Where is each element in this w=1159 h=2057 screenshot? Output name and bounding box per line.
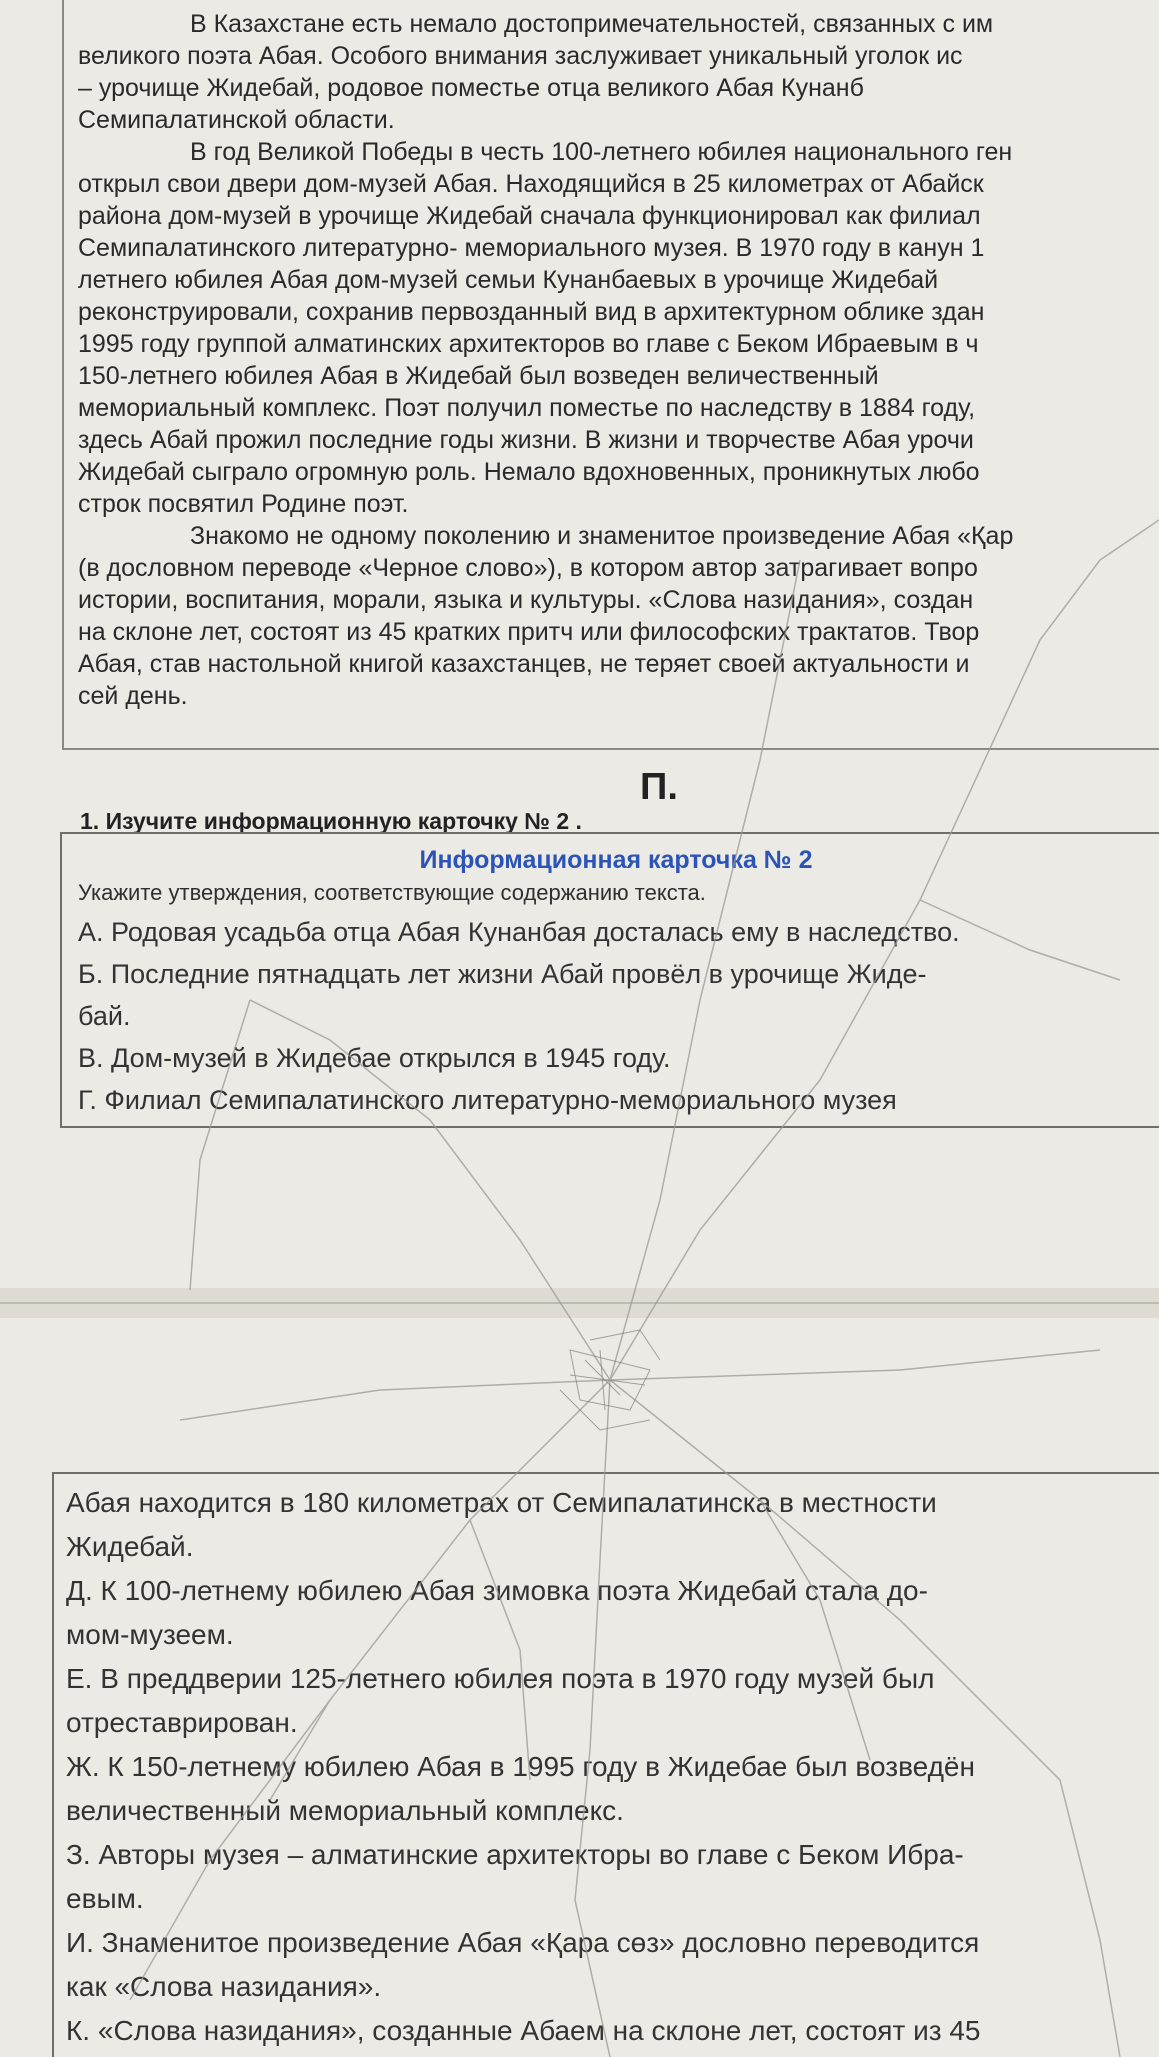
text-line: Жидебай сыграло огромную роль. Немало вдохновенных, проникнутых любо: [78, 458, 980, 486]
statement-item: бай.: [78, 1001, 131, 1031]
text-frame-bottom-border: [62, 748, 1159, 750]
statement-item: З. Авторы музея – алматинские архитекторы во главе с Беком Ибра-: [66, 1839, 964, 1870]
paragraph-2: [78, 136, 1158, 520]
statement-item: В. Дом-музей в Жидебае открылся в 1945 году.: [78, 1043, 671, 1073]
text-line: открыл свои двери дом-музей Абая. Находящийся в 25 километрах от Абайск: [78, 170, 984, 198]
statement-item: как «Слова назидания».: [66, 1971, 382, 2002]
text-line: Семипалатинской области.: [78, 106, 395, 134]
text-line: 1995 году группой алматинских архитекторов во главе с Беком Ибраевым в ч: [78, 330, 979, 358]
text-line: В год Великой Победы в честь 100-летнего юбилея национального ген: [190, 138, 1013, 166]
section-heading: П.: [640, 766, 678, 808]
statement-list: [78, 912, 1159, 1122]
text-line: истории, воспитания, морали, языка и культуры. «Слова назидания», создан: [78, 586, 974, 614]
paragraph-3: [78, 520, 1158, 712]
info-card: [60, 832, 1159, 1128]
info-card-continuation: [52, 1472, 1159, 2057]
statement-item: К. «Слова назидания», созданные Абаем на склоне лет, состоят из 45: [66, 2015, 981, 2046]
text-line: – урочище Жидебай, родовое поместье отца великого Абая Кунанб: [78, 74, 864, 102]
paragraph-1: [78, 8, 1158, 136]
statement-list: [66, 1482, 1156, 2054]
statement-item: евым.: [66, 1883, 144, 1914]
statement-item: величественный мемориальный комплекс.: [66, 1795, 624, 1826]
statement-item: Ж. К 150-летнему юбилею Абая в 1995 году в Жидебае был возведён: [66, 1751, 975, 1782]
info-card-instruction: Укажите утверждения, соответствующие содержанию текста.: [78, 880, 706, 905]
text-line: реконструировали, сохранив первозданный вид в архитектурном облике здан: [78, 298, 985, 326]
statement-item: Г. Филиал Семипалатинского литературно-мемориального музея: [78, 1085, 897, 1115]
info-card-title: Информационная карточка № 2: [419, 846, 813, 874]
text-line: сей день.: [78, 682, 188, 710]
text-line: на склоне лет, состоят из 45 кратких притч или философских трактатов. Твор: [78, 618, 980, 646]
statement-item: мом-музеем.: [66, 1619, 234, 1650]
statement-item: Жидебай.: [66, 1531, 194, 1562]
statement-item: Д. К 100-летнему юбилею Абая зимовка поэта Жидебай стала до-: [66, 1575, 928, 1606]
text-line: (в дословном переводе «Черное слово»), в котором автор затрагивает вопро: [78, 554, 978, 582]
text-line: летнего юбилея Абая дом-музей семьи Кунанбаевых в урочище Жидебай: [78, 266, 939, 294]
text-line: 150-летнего юбилея Абая в Жидебай был возведен величественный: [78, 362, 879, 390]
task-instruction: 1. Изучите информационную карточку № 2 .: [80, 808, 582, 834]
page-separator: [0, 1302, 1159, 1304]
statement-item: Е. В преддверии 125-летнего юбилея поэта в 1970 году музей был: [66, 1663, 935, 1694]
text-line: великого поэта Абая. Особого внимания заслуживает уникальный уголок ис: [78, 42, 963, 70]
text-line: Знакомо не одному поколению и знаменитое произведение Абая «Қар: [190, 522, 1014, 550]
statement-item: Абая находится в 180 километрах от Семипалатинска в местности: [66, 1487, 937, 1518]
statement-item: Б. Последние пятнадцать лет жизни Абай провёл в урочище Жиде-: [78, 959, 927, 989]
text-line: В Казахстане есть немало достопримечательностей, связанных с им: [190, 10, 994, 38]
text-frame-left-border: [62, 0, 64, 750]
text-line: строк посвятил Родине поэт.: [78, 490, 409, 518]
text-line: мемориальный комплекс. Поэт получил поместье по наследству в 1884 году,: [78, 394, 976, 422]
statement-item: А. Родовая усадьба отца Абая Кунанбая досталась ему в наследство.: [78, 917, 960, 947]
text-line: Абая, став настольной книгой казахстанцев, не теряет своей актуальности и: [78, 650, 970, 678]
statement-item: отреставрирован.: [66, 1707, 298, 1738]
statement-item: И. Знаменитое произведение Абая «Қара сөз» дословно переводится: [66, 1927, 980, 1958]
text-line: здесь Абай прожил последние годы жизни. В жизни и творчестве Абая урочи: [78, 426, 974, 454]
text-line: района дом-музей в урочище Жидебай сначала функционировал как филиал: [78, 202, 981, 230]
article-text: [78, 8, 1158, 712]
text-line: Семипалатинского литературно- мемориального музея. В 1970 году в канун 1: [78, 234, 985, 262]
